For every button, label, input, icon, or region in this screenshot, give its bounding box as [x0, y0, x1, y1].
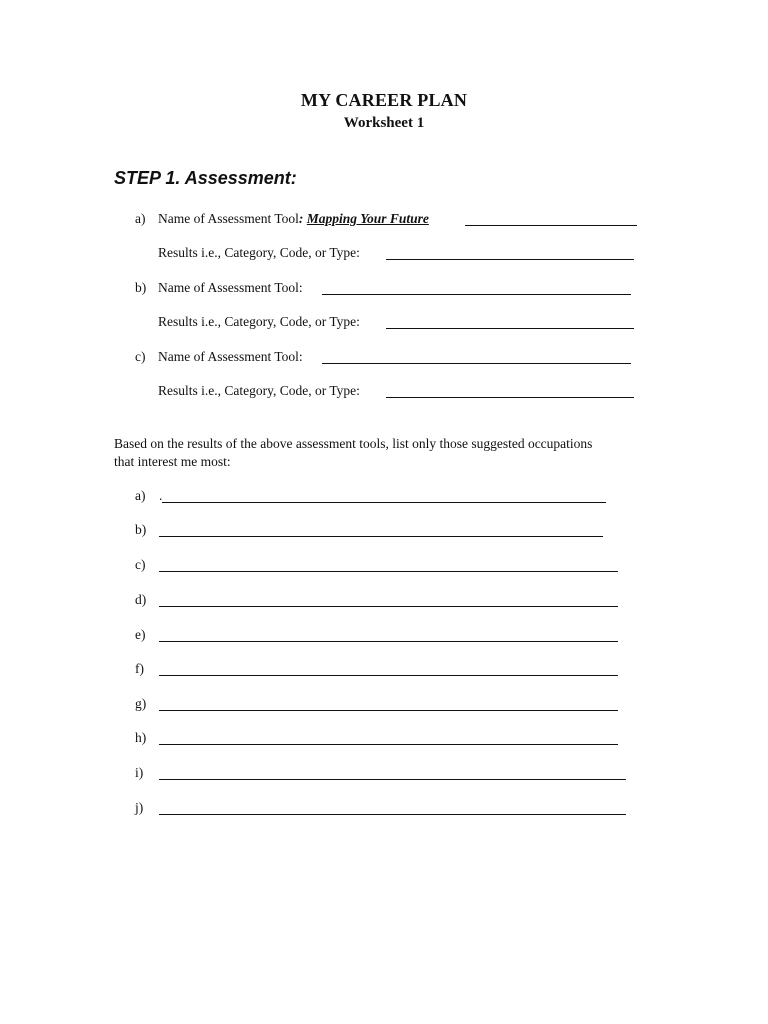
- item-marker: b): [135, 280, 147, 295]
- tool-a-fill-line[interactable]: [465, 225, 637, 226]
- occupation-row-a: [135, 486, 610, 506]
- tool-name-label: Name of Assessment Tool:: [158, 280, 303, 295]
- item-marker: h): [135, 730, 147, 745]
- occupation-fill-line[interactable]: [159, 641, 618, 642]
- item-marker: a): [135, 211, 146, 226]
- occupations-intro: [114, 435, 674, 471]
- occupation-row-j: [135, 798, 630, 818]
- results-c-fill-line[interactable]: [386, 397, 634, 398]
- page-title: MY CAREER PLAN: [300, 90, 468, 110]
- occupation-fill-line[interactable]: [159, 779, 626, 780]
- results-label: Results i.e., Category, Code, or Type:: [158, 314, 360, 329]
- intro-line-2: that interest me most:: [114, 454, 231, 469]
- assessment-tool-b-row: [135, 278, 635, 298]
- results-a-fill-line[interactable]: [386, 259, 634, 260]
- occupation-row-h: [135, 728, 622, 748]
- occupation-fill-line[interactable]: [159, 536, 603, 537]
- results-label: Results i.e., Category, Code, or Type:: [158, 245, 360, 260]
- item-marker: i): [135, 765, 144, 780]
- occupation-fill-line[interactable]: [162, 502, 606, 503]
- tool-name-label: Name of Assessment Tool:: [158, 349, 303, 364]
- occupation-row-i: [135, 763, 630, 783]
- item-marker: j): [135, 800, 144, 815]
- tool-name-value[interactable]: Mapping Your Future: [306, 211, 429, 226]
- item-marker: g): [135, 696, 147, 711]
- item-marker: c): [135, 557, 146, 572]
- occupation-fill-line[interactable]: [159, 571, 618, 572]
- tool-b-fill-line[interactable]: [322, 294, 631, 295]
- item-marker: b): [135, 522, 147, 537]
- assessment-tool-c-row: [135, 347, 635, 367]
- leading-dot: .: [159, 488, 163, 503]
- results-label: Results i.e., Category, Code, or Type:: [158, 383, 360, 398]
- occupation-row-g: [135, 694, 622, 714]
- tool-name-colon: :: [298, 211, 307, 226]
- occupation-fill-line[interactable]: [159, 710, 618, 711]
- occupation-row-b: [135, 520, 607, 540]
- page-subtitle: Worksheet 1: [343, 115, 425, 131]
- item-marker: e): [135, 627, 146, 642]
- occupation-fill-line[interactable]: [159, 606, 618, 607]
- occupation-fill-line[interactable]: [159, 675, 618, 676]
- occupation-fill-line[interactable]: [159, 744, 618, 745]
- occupation-row-d: [135, 590, 622, 610]
- tool-a-label-group: [158, 209, 429, 229]
- occupation-row-f: [135, 659, 622, 679]
- results-b-fill-line[interactable]: [386, 328, 634, 329]
- item-marker: f): [135, 661, 144, 676]
- assessment-tool-a-row: [135, 209, 645, 229]
- occupation-fill-line[interactable]: [159, 814, 626, 815]
- results-b-row: [158, 312, 638, 332]
- tool-c-fill-line[interactable]: [322, 363, 631, 364]
- step-heading: STEP 1. Assessment:: [114, 168, 297, 188]
- item-marker: d): [135, 592, 147, 607]
- occupation-row-e: [135, 625, 622, 645]
- item-marker: c): [135, 349, 146, 364]
- item-marker: a): [135, 488, 146, 503]
- intro-line-1: Based on the results of the above assessment tools, list only those suggested occupations: [114, 436, 593, 451]
- results-c-row: [158, 381, 638, 401]
- tool-name-label: Name of Assessment Tool: [158, 211, 299, 226]
- results-a-row: [158, 243, 638, 263]
- occupation-row-c: [135, 555, 622, 575]
